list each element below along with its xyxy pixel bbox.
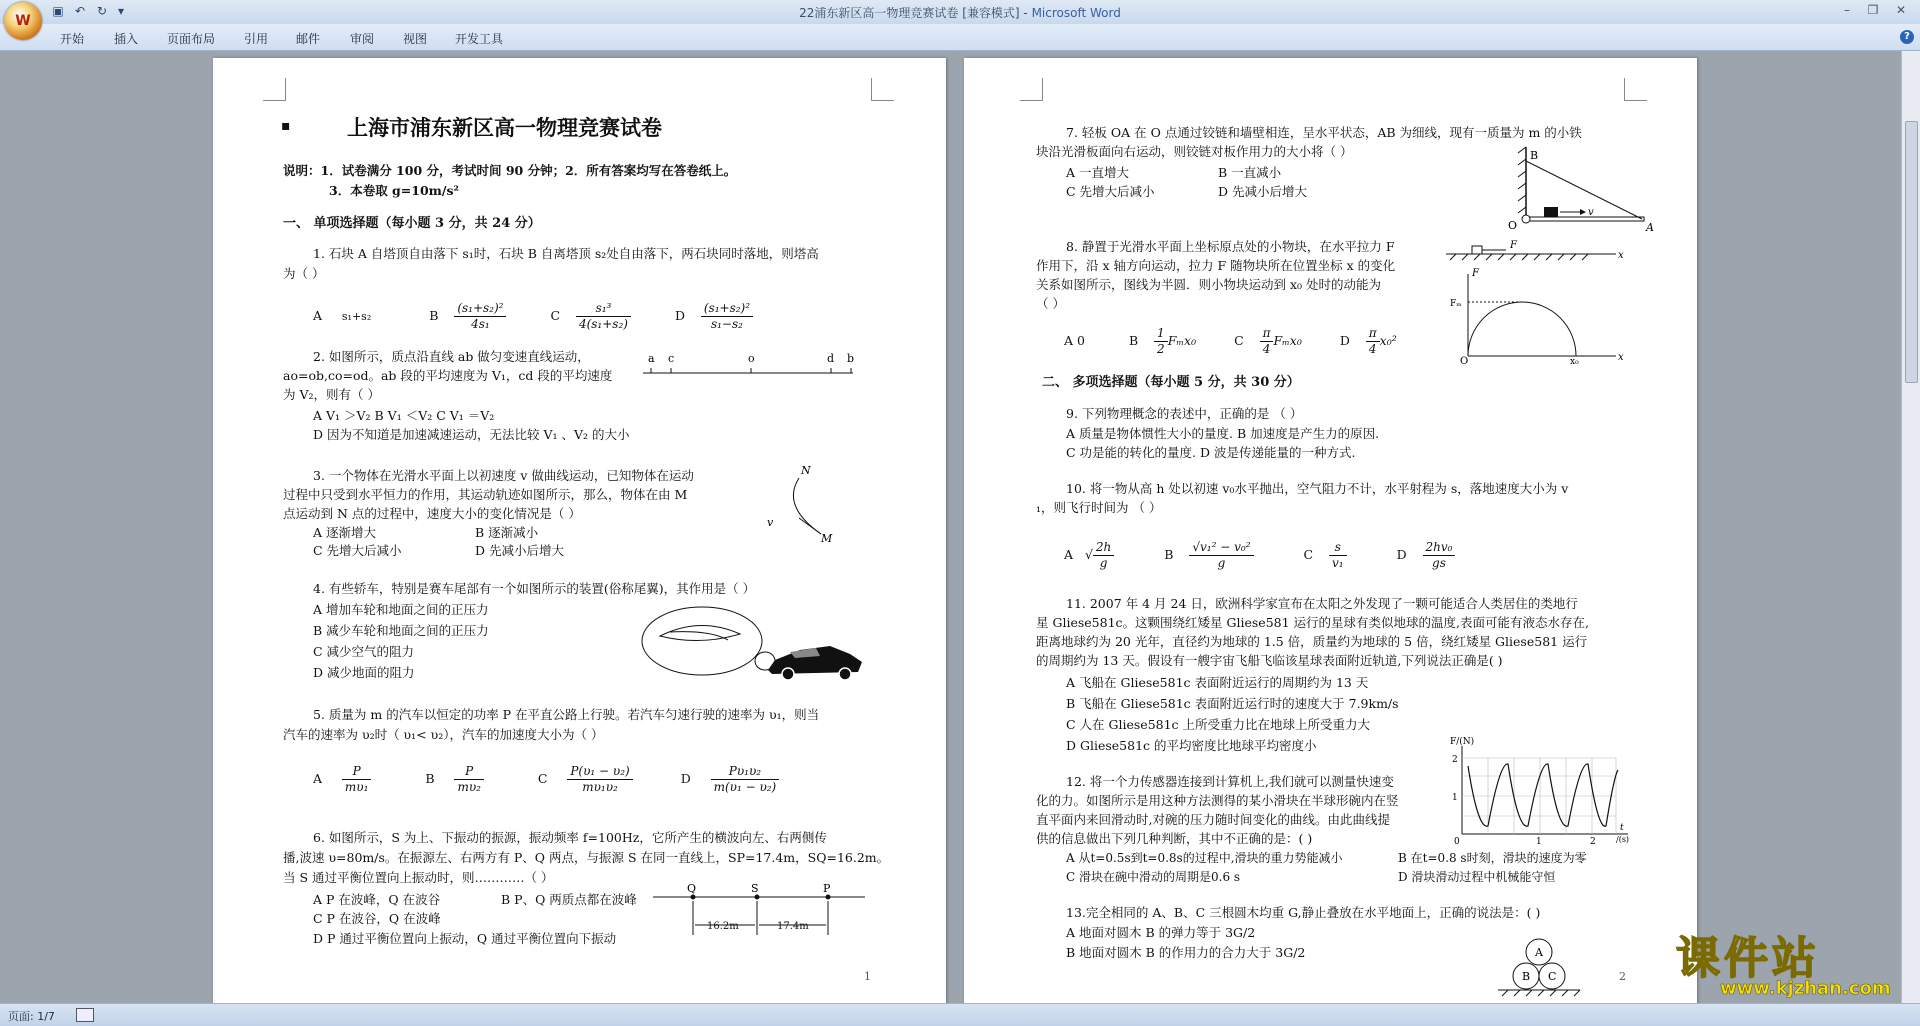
q6-option-d: D P 通过平衡位置向上振动，Q 通过平衡位置向下振动 (313, 931, 617, 946)
q12-text: 12. 将一个力传感器连接到计算机上,我们就可以测量快速变 (1066, 774, 1394, 789)
save-icon[interactable]: ▣ (52, 4, 64, 18)
q13-option-a: A 地面对圆木 B 的弹力等于 3G/2 (1066, 925, 1256, 940)
qat-customize-icon[interactable]: ▾ (117, 4, 125, 18)
q6-label: 17.4m (777, 921, 809, 932)
word-logo-icon: W (15, 13, 31, 29)
q13-option-b: B 地面对圆木 B 的作用力的合力大于 3G/2 (1066, 945, 1306, 960)
q8-text-4: （ ） (1036, 296, 1065, 311)
q1-text-2: 为（ ） (283, 266, 325, 281)
page-2 (964, 58, 1697, 1008)
q6-option-b: B P、Q 两质点都在波峰 (501, 892, 637, 907)
undo-icon[interactable]: ↶ (74, 4, 86, 18)
q2-text-3: 为 V₂，则有（ ） (283, 387, 380, 402)
q3-text: 3. 一个物体在光滑水平面上以初速度 v 做曲线运动，已知物体在运动 (313, 468, 694, 483)
crop-mark (1624, 78, 1647, 101)
q8-text: 8. 静置于光滑水平面上坐标原点处的小物块，在水平拉力 F (1066, 239, 1395, 254)
q8-options: A 0 B $\frac{1}{2}$ Fₘx₀ C $\frac{\pi}{4}$ Fₘx₀ D $\frac{\pi}{4}$ x₀² (1064, 326, 1397, 356)
page-title: 上海市浦东新区高一物理竞赛试卷 (347, 115, 662, 140)
status-bar (0, 1003, 1920, 1026)
tab-mailings[interactable]: 邮件 (296, 32, 321, 46)
watermark-text: 课件站 (1676, 933, 1820, 984)
q3-label: M (821, 532, 833, 545)
q12-force-time-graph (1448, 736, 1638, 846)
q13-text: 13.完全相同的 A、B、C 三根圆木均重 G,静止叠放在水平地面上，正确的说法是：( ) (1066, 905, 1541, 920)
q6-text-3: 当 S 通过平衡位置向上振动时，则…………（ ） (283, 870, 554, 885)
q8-label: O (1460, 356, 1469, 364)
q7-label: v (1588, 207, 1594, 218)
q13-label: C (1548, 970, 1557, 983)
q12-label: 2 (1452, 755, 1458, 765)
q2-label: c (668, 352, 675, 365)
q8-label: F (1472, 268, 1479, 279)
tab-developer[interactable]: 开发工具 (455, 32, 504, 46)
q12-option-b: B 在t=0.8 s时刻，滑块的速度为零 (1398, 851, 1587, 865)
q12-label: /(s) (1616, 835, 1630, 844)
q7-option-b: B 一直减小 (1218, 165, 1282, 180)
q11-option-c: C 人在 Gliese581c 上所受重力比在地球上所受重力大 (1066, 717, 1371, 732)
q8-label: Fₘ (1450, 299, 1462, 309)
q4-option-a: A 增加车轮和地面之间的正压力 (313, 602, 489, 617)
tab-references[interactable]: 引用 (244, 32, 269, 46)
q6-label: 16.2m (707, 921, 739, 932)
q12-text-3: 直平面内来回滑动时,对碗的压力随时间变化的曲线。由此曲线提 (1036, 812, 1390, 827)
race-car-spoiler-figure (640, 606, 940, 686)
q3-label: v (767, 516, 774, 529)
q7-option-d: D 先减小后增大 (1218, 184, 1307, 199)
q7-option-a: A 一直增大 (1066, 165, 1130, 180)
q2-label: b (847, 352, 855, 365)
q3-option-a: A 逐渐增大 (313, 525, 377, 540)
crop-mark (1020, 78, 1043, 101)
q9-text: 9. 下列物理概念的表述中，正确的是 （ ） (1066, 406, 1303, 421)
q6-label: Q (687, 883, 697, 895)
q11-option-d: D Gliese581c 的平均密度比地球平均密度小 (1066, 738, 1317, 753)
kjzhan-watermark-logo (1670, 922, 1916, 1002)
q7-text-2: 块沿光滑板面向右运动，则铰链对板作用力的大小将（ ） (1036, 144, 1353, 159)
q3-text-2: 过程中只受到水平恒力的作用，其运动轨迹如图所示，那么，物体在由 M (283, 487, 688, 502)
minimize-icon[interactable]: – (1844, 3, 1850, 17)
q7-text: 7. 轻板 OA 在 O 点通过铰链和墙壁相连，呈水平状态，AB 为细线，现有一质量为 m 的小铁 (1066, 125, 1582, 140)
scrollbar-thumb[interactable] (1905, 121, 1918, 383)
q7-label: B (1530, 149, 1539, 162)
section-heading: 一、 单项选择题（每小题 3 分，共 24 分） (283, 216, 541, 231)
tab-view[interactable]: 视图 (403, 32, 428, 46)
q2-label: a (648, 352, 655, 365)
restore-icon[interactable]: ❐ (1867, 3, 1879, 17)
q8-text-2: 作用下，沿 x 轴方向运动，拉力 F 随物块所在位置坐标 x 的变化 (1036, 258, 1396, 273)
q11-option-b: B 飞船在 Gliese581c 表面附近运行时的速度大于 7.9km/s (1066, 696, 1399, 711)
q7-lever-figure (1504, 143, 1664, 233)
q4-option-d: D 减少地面的阻力 (313, 665, 415, 680)
q3-label: N (801, 466, 811, 477)
q2-label: o (748, 352, 755, 365)
q6-text-2: 播,波速 υ=80m/s。在振源左、右两方有 P、Q 两点，与振源 S 在同一直线上，SP=17.4m，SQ=16.2m。 (283, 850, 890, 865)
q3-text-3: 点运动到 N 点的过程中，速度大小的变化情况是（ ） (283, 506, 581, 521)
q13-label: B (1522, 970, 1531, 983)
q2-label: d (827, 352, 835, 365)
q12-text-4: 供的信息做出下列几种判断，其中不正确的是：( ) (1036, 831, 1313, 846)
q2-text-2: ao=ob,co=od。ab 段的平均速度为 V₁，cd 段的平均速度 (283, 368, 613, 383)
title-bar (0, 0, 1920, 29)
q10-options: A √ $\frac{2h}{g}$ B $\frac{\text{√v₁² − v₀²}}{g}$ C $\frac{s}{\text{v₁}}$ D $\frac{\text{2hv₀}}{gs}$ (1064, 540, 1455, 571)
office-button[interactable] (4, 2, 42, 40)
q6-option-a: A P 在波峰，Q 在波谷 (313, 892, 441, 907)
q12-label: 0 (1454, 837, 1460, 846)
watermark-url: www.kjzhan.com (1720, 978, 1891, 999)
q10-text: 10. 将一物从高 h 处以初速 v₀水平抛出，空气阻力不计，水平射程为 s，落地速度大小为 v (1066, 481, 1569, 496)
q12-option-a: A 从t=0.5s到t=0.8s的过程中,滑块的重力势能减小 (1066, 851, 1343, 865)
help-icon[interactable]: ? (1900, 30, 1914, 44)
q2-option-d: D 因为不知道是加速减速运动，无法比较 V₁ 、V₂ 的大小 (313, 427, 630, 442)
q2-text: 2. 如图所示，质点沿直线 ab 做匀变速直线运动， (313, 349, 590, 364)
tab-home[interactable]: 开始 (60, 32, 85, 46)
q13-logs-figure (1494, 936, 1584, 1000)
vertical-scrollbar[interactable] (1901, 51, 1920, 1003)
crop-mark (871, 78, 894, 101)
q6-label: P (823, 883, 831, 895)
tab-review[interactable]: 审阅 (350, 32, 375, 46)
q7-label: O (1508, 219, 1518, 232)
q4-text: 4. 有些轿车，特别是赛车尾部有一个如图所示的装置(俗称尾翼)，其作用是（ ） (313, 581, 756, 596)
q7-option-c: C 先增大后减小 (1066, 184, 1155, 199)
q5-options: A $\frac{P}{\text{mυ₁}}$ B $\frac{P}{\text{mυ₂}}$ C $\frac{\text{P(υ₁ − υ₂)}}{\text{mυ₁υ₂}}$ D $\frac{\text{Pυ₁υ₂}}{\text{m(υ₁ − υ₂)}}$ (313, 764, 779, 795)
q5-text-2: 汽车的速率为 υ₂时（ υ₁< υ₂），汽车的加速度大小为（ ） (283, 727, 604, 742)
q1-options: A s₁+s₂ B $\frac{\text{(s₁+s₂)²}}{\text{4s₁}}$ C $\frac{\text{s₁³}}{\text{4(s₁+s₂)}}$ D $\frac{\text{(s₁+s₂)²}}{\text{s₁−s₂}}$ (313, 301, 753, 332)
section-heading: 二、 多项选择题（每小题 5 分，共 30 分） (1042, 375, 1300, 390)
q7-label: A (1646, 221, 1654, 233)
q3-option-b: B 逐渐减小 (475, 525, 539, 540)
window-title: 22浦东新区高一物理竞赛试卷 [兼容模式] - Microsoft Word (799, 6, 1121, 20)
q6-wave-figure (653, 883, 873, 939)
q11-text-4: 的周期约为 13 天。假设有一艘宇宙飞船飞临该星球表面附近轨道,下列说法正确是( ) (1036, 653, 1503, 668)
q2-options: A V₁ ＞V₂ B V₁ ＜V₂ C V₁ ＝V₂ (313, 408, 495, 423)
q8-label: F (1510, 240, 1517, 251)
q4-option-b: B 减少车轮和地面之间的正压力 (313, 623, 489, 638)
q8-label: x (1618, 250, 1624, 261)
redo-icon[interactable]: ↻ (96, 4, 108, 18)
q12-option-d: D 滑块滑动过程中机械能守恒 (1398, 870, 1556, 884)
q9-options-ab: A 质量是物体惯性大小的量度. B 加速度是产生力的原因. (1066, 426, 1380, 441)
q12-label: 1 (1452, 793, 1458, 803)
note-2: 3．本卷取 g=10m/s² (329, 183, 459, 198)
q12-option-c: C 滑块在碗中滑动的周期是0.6 s (1066, 870, 1241, 884)
q8-label: x₀ (1570, 357, 1579, 364)
crop-mark (263, 78, 286, 101)
ribbon-tabs (0, 24, 1920, 51)
q5-text: 5. 质量为 m 的汽车以恒定的功率 P 在平直公路上行驶。若汽车匀速行驶的速率为 υ₁，则当 (313, 707, 820, 722)
q13-label: A (1535, 946, 1543, 959)
q8-force-figure (1446, 236, 1626, 364)
q12-label: t (1620, 823, 1624, 833)
q3-option-d: D 先减小后增大 (475, 543, 564, 558)
q3-option-c: C 先增大后减小 (313, 543, 402, 558)
q4-option-c: C 减少空气的阻力 (313, 644, 415, 659)
q11-text-3: 距离地球约为 20 光年，直径约为地球的 1.5 倍，质量约为地球的 5 倍，绕红矮星 Gliese581 运行 (1036, 634, 1588, 649)
q8-text-3: 关系如图所示，图线为半圆．则小物块运动到 x₀ 处时的动能为 (1036, 277, 1382, 292)
q8-label: x (1618, 352, 1624, 363)
page-1: ▪ 上海市浦东新区高一物理竞赛试卷 说明：1．试卷满分 100 分，考试时间 90 分钟；2．所有答案均写在答卷纸上。 3．本卷取 g=10m/s² 一、 单项选择题（每小题 3 分，共 24 分） 1. 石块 A 自塔顶自由落下 s₁时，石块 B 自离塔顶 s₂处自由落下，两石块同时落地，则塔高 为（ ） A s₁+s₂ B $\frac{\text{(s₁+s₂)²}}{\text{4s₁}}$ C $\frac{\text{s₁³}}{\text{4(s₁+s₂)}}$ D $\frac{\text{(s₁+s₂)²}}{\text{s₁−s₂}}$ 2. 如图所示，质点沿直线 ab 做匀变速直线运动， ao=ob,co=od。ab 段的平均速度为 V₁，cd 段的平均速度 为 V₂，则有（ ） a c o d b A V₁ ＞V₂ B V₁ ＜V₂ C V₁ ＝V₂ D 因为不知道是加速减速运动，无法比较 V₁ 、V₂ 的大小 3. 一个物体在光滑水平面上以初速度 v 做曲线运动，已知物体在运动 过程中只受到水平恒力的作用，其运动轨迹如图所示，那么，物体在由 M 点运动到 N 点的过程中，速度大小的变化情况是（ ） A 逐渐增大 B 逐渐减小 C 先增大后减小 D 先减小后增大 N v M 4. 有些轿车，特别是赛车尾部有一个如图所示的装置(俗称尾翼)，其作用是（ ） A 增加车轮和地面之间的正压力 B 减少车轮和地面之间的正压力 C 减少空气的阻力 D 减少地面的阻力 5. 质量为 m 的汽车以恒定的功率 P 在平直公路上行驶。若汽车匀速行驶的速率为 υ₁，则当 汽车的速率为 υ₂时（ υ₁< υ₂），汽车的加速度大小为（ ） A $\frac{P}{\text{mυ₁}}$ B $\frac{P}{\text{mυ₂}}$ C $\frac{\text{P(υ₁ − υ₂)}}{\text{mυ₁υ₂}}$ D $\frac{\text{Pυ₁υ₂}}{\text{m(υ₁ − υ₂)}}$ 6. 如图所示，S 为上、下振动的振源，振动频率 f=100Hz，它所产生的横波向左、右两侧传 播,波速 υ=80m/s。在振源左、右两方有 P、Q 两点，与振源 S 在同一直线上，SP=17.4m，SQ=16.2m。 当 S 通过平衡位置向上振动时，则…………（ ） A P 在波峰，Q 在波谷 B P、Q 两质点都在波峰 C P 在波谷，Q 在波峰 D P 通过平衡位置向上振动，Q 通过平衡位置向下振动 Q S P 16.2m 17.4m 1 (213, 58, 946, 1008)
q12-label: 1 (1536, 837, 1542, 846)
page-count-status[interactable]: 页面: 1/7 (8, 1010, 55, 1023)
q12-text-2: 化的力。如图所示是用这种方法测得的某小滑块在半球形碗内在竖 (1036, 793, 1399, 808)
q11-text: 11. 2007 年 4 月 24 日，欧洲科学家宣布在太阳之外发现了一颗可能适合人类居住的类地行 (1066, 596, 1578, 611)
tab-insert[interactable]: 插入 (114, 32, 139, 46)
q3-trajectory-figure (761, 466, 851, 546)
proofing-icon[interactable] (76, 1008, 94, 1022)
q11-option-a: A 飞船在 Gliese581c 表面附近运行的周期约为 13 天 (1066, 675, 1369, 690)
q6-label: S (751, 883, 759, 895)
q6-option-c: C P 在波谷，Q 在波峰 (313, 911, 441, 926)
tab-page-layout[interactable]: 页面布局 (167, 32, 216, 46)
q6-text: 6. 如图所示，S 为上、下振动的振源，振动频率 f=100Hz，它所产生的横波向左、右两侧传 (313, 830, 827, 845)
close-icon[interactable]: ✕ (1895, 3, 1907, 17)
q11-text-2: 星 Gliese581c。这颗围绕红矮星 Gliese581 运行的星球有类似地球的温度,表面可能有液态水存在, (1036, 615, 1589, 630)
page-number: 1 (864, 970, 871, 983)
q1-text: 1. 石块 A 自塔顶自由落下 s₁时，石块 B 自离塔顶 s₂处自由落下，两石块同时落地，则塔高 (313, 246, 819, 261)
q2-line-figure (641, 348, 861, 388)
q10-text-2: ₁，则飞行时间为 （ ） (1036, 500, 1162, 515)
q9-options-cd: C 功是能的转化的量度. D 波是传递能量的一种方式. (1066, 445, 1356, 460)
q12-label: F/(N) (1450, 737, 1475, 747)
q12-label: 2 (1590, 837, 1596, 846)
note-1: 说明：1．试卷满分 100 分，考试时间 90 分钟；2．所有答案均写在答卷纸上。 (283, 163, 737, 178)
page-number: 2 (1619, 970, 1626, 983)
